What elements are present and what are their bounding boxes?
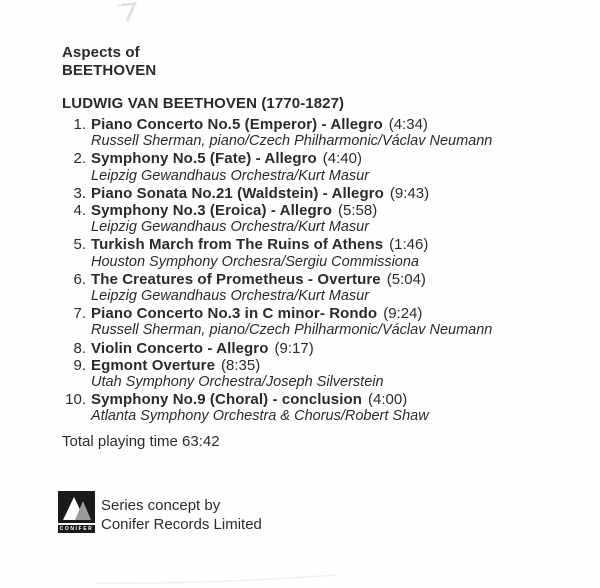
track-number: 3.	[73, 184, 86, 202]
track-duration: (5:04)	[386, 270, 426, 288]
track-title: Symphony No.5 (Fate) - Allegro	[91, 150, 317, 168]
track-credit: Leipzig Gewandhaus Orchestra/Kurt Masur	[91, 288, 370, 305]
track-title: Piano Concerto No.5 (Emperor) - Allegro	[91, 116, 383, 133]
track-number: 9.	[73, 356, 86, 374]
track-row	[62, 340, 492, 357]
scan-artifact-bottom-mark	[95, 572, 365, 586]
track-listing	[62, 95, 492, 426]
track-duration: (4:00)	[368, 391, 408, 409]
series-concept-line1: Series concept by	[101, 497, 221, 514]
series-concept-line2: Conifer Records Limited	[101, 515, 262, 533]
track-credit: Utah Symphony Orchestra/Joseph Silverstein	[91, 374, 384, 391]
track-title: Symphony No.3 (Eroica) - Allegro	[91, 202, 333, 220]
track-number: 5.	[73, 236, 86, 254]
track-number: 7.	[73, 305, 86, 323]
series-title-line2: BEETHOVEN	[62, 61, 157, 79]
track-duration: (5:58)	[338, 202, 378, 220]
track-number: 1.	[73, 116, 86, 133]
track-credit: Russell Sherman, piano/Czech Philharmonic/Václav Neumann	[91, 322, 493, 339]
track-row	[62, 236, 492, 270]
track-title: Violin Concerto - Allegro	[91, 339, 269, 357]
total-playing-time: Total playing time 63:42	[62, 433, 220, 450]
track-row	[62, 185, 492, 202]
track-credit: Russell Sherman, piano/Czech Philharmonic/Václav Neumann	[91, 133, 493, 150]
track-duration: (4:40)	[322, 150, 362, 168]
composer-heading: LUDWIG VAN BEETHOVEN (1770-1827)	[62, 95, 345, 112]
scan-artifact-top-mark	[116, 1, 144, 23]
series-title	[62, 44, 156, 79]
track-credit: Houston Symphony Orchesra/Sergiu Commissiona	[91, 253, 419, 270]
track-title: The Creatures of Prometheus - Overture	[91, 270, 381, 288]
track-title: Piano Concerto No.3 in C minor- Rondo	[91, 305, 378, 323]
track-row	[62, 150, 492, 184]
track-number: 10.	[65, 391, 86, 409]
track-duration: (9:17)	[274, 339, 314, 357]
track-duration: (1:46)	[389, 236, 429, 254]
track-credit: Atlanta Symphony Orchestra & Chorus/Robert Shaw	[91, 408, 429, 425]
conifer-trees-icon	[58, 491, 95, 523]
track-number: 2.	[73, 150, 86, 168]
track-number: 6.	[73, 270, 86, 288]
track-row	[62, 305, 492, 339]
track-row	[62, 357, 492, 391]
track-title: Turkish March from The Ruins of Athens	[91, 236, 384, 254]
series-concept-credit	[101, 491, 262, 534]
track-duration: (9:43)	[389, 184, 430, 202]
track-duration: (8:35)	[221, 356, 261, 374]
track-title: Egmont Overture	[91, 356, 216, 374]
track-duration: (4:34)	[388, 116, 428, 133]
track-number: 4.	[73, 202, 86, 220]
track-row	[62, 202, 492, 236]
conifer-logo	[58, 491, 95, 533]
track-credit: Leipzig Gewandhaus Orchestra/Kurt Masur	[91, 219, 370, 236]
track-title: Symphony No.9 (Choral) - conclusion	[91, 391, 363, 409]
track-number: 8.	[73, 339, 86, 357]
series-title-line1: Aspects of	[62, 44, 140, 61]
conifer-logo-wordmark: CONIFER	[59, 526, 94, 532]
track-row	[62, 391, 492, 425]
track-title: Piano Sonata No.21 (Waldstein) - Allegro	[91, 184, 384, 202]
track-duration: (9:24)	[383, 305, 423, 323]
track-row	[62, 271, 492, 305]
track-credit: Leipzig Gewandhaus Orchestra/Kurt Masur	[91, 167, 370, 184]
track-row	[62, 116, 492, 150]
conifer-logo-block	[58, 491, 262, 534]
